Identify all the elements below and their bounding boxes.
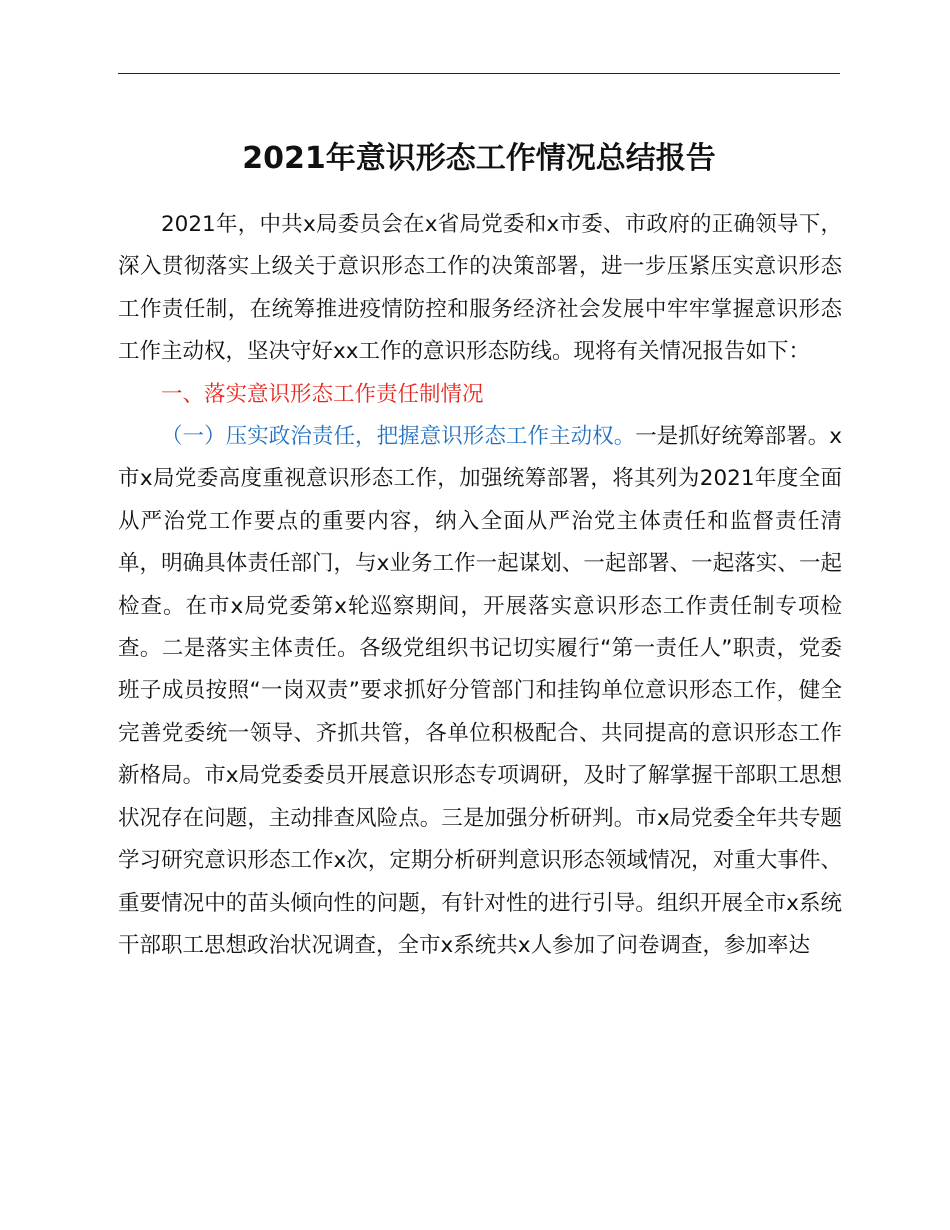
document-title: 2021年意识形态工作情况总结报告 (242, 141, 716, 176)
document-body (118, 204, 842, 967)
subsection-paragraph (118, 416, 842, 967)
intro-paragraph: 2021年，中共x局委员会在x省局党委和x市委、市政府的正确领导下，深入贯彻落实上级关于意识形态工作的决策部署，进一步压紧压实意识形态工作责任制，在统筹推进疫情防控和服务经济社会发展中牢牢掌握意识形态工作主动权，坚决守好xx工作的意识形态防线。现将有关情况报告如下： (118, 212, 842, 365)
subsection-heading: （一）压实政治责任，把握意识形态工作主动权。 (161, 424, 636, 450)
subsection-text: 一是抓好统筹部署。x市x局党委高度重视意识形态工作，加强统筹部署，将其列为2021年度全面从严治党工作要点的重要内容，纳入全面从严治党主体责任和监督责任清单，明确具体责任部门，与x业务工作一起谋划、一起部署、一起落实、一起检查。在市x局党委第x轮巡察期间，开展落实意识形态工作责任制专项检查。二是落实主体责任。各级党组织书记切实履行“第一责任人”职责，党委班子成员按照“一岗双责”要求抓好分管部门和挂钩单位意识形态工作，健全完善党委统一领导、齐抓共管，各单位积极配合、共同提高的意识形态工作新格局。市x局党委委员开展意识形态专项调研，及时了解掌握干部职工思想状况存在问题，主动排查风险点。三是加强分析研判。市x局党委全年共专题学习研究意识形态工作x次，定期分析研判意识形态领域情况，对重大事件、重要情况中的苗头倾向性的问题，有针对性的进行引导。组织开展全市x系统干部职工思想政治状况调查，全市x系统共x人参加了问卷调查，参加率达 (118, 424, 842, 958)
section-heading: 一、落实意识形态工作责任制情况 (161, 381, 484, 407)
header-rule (118, 73, 840, 74)
